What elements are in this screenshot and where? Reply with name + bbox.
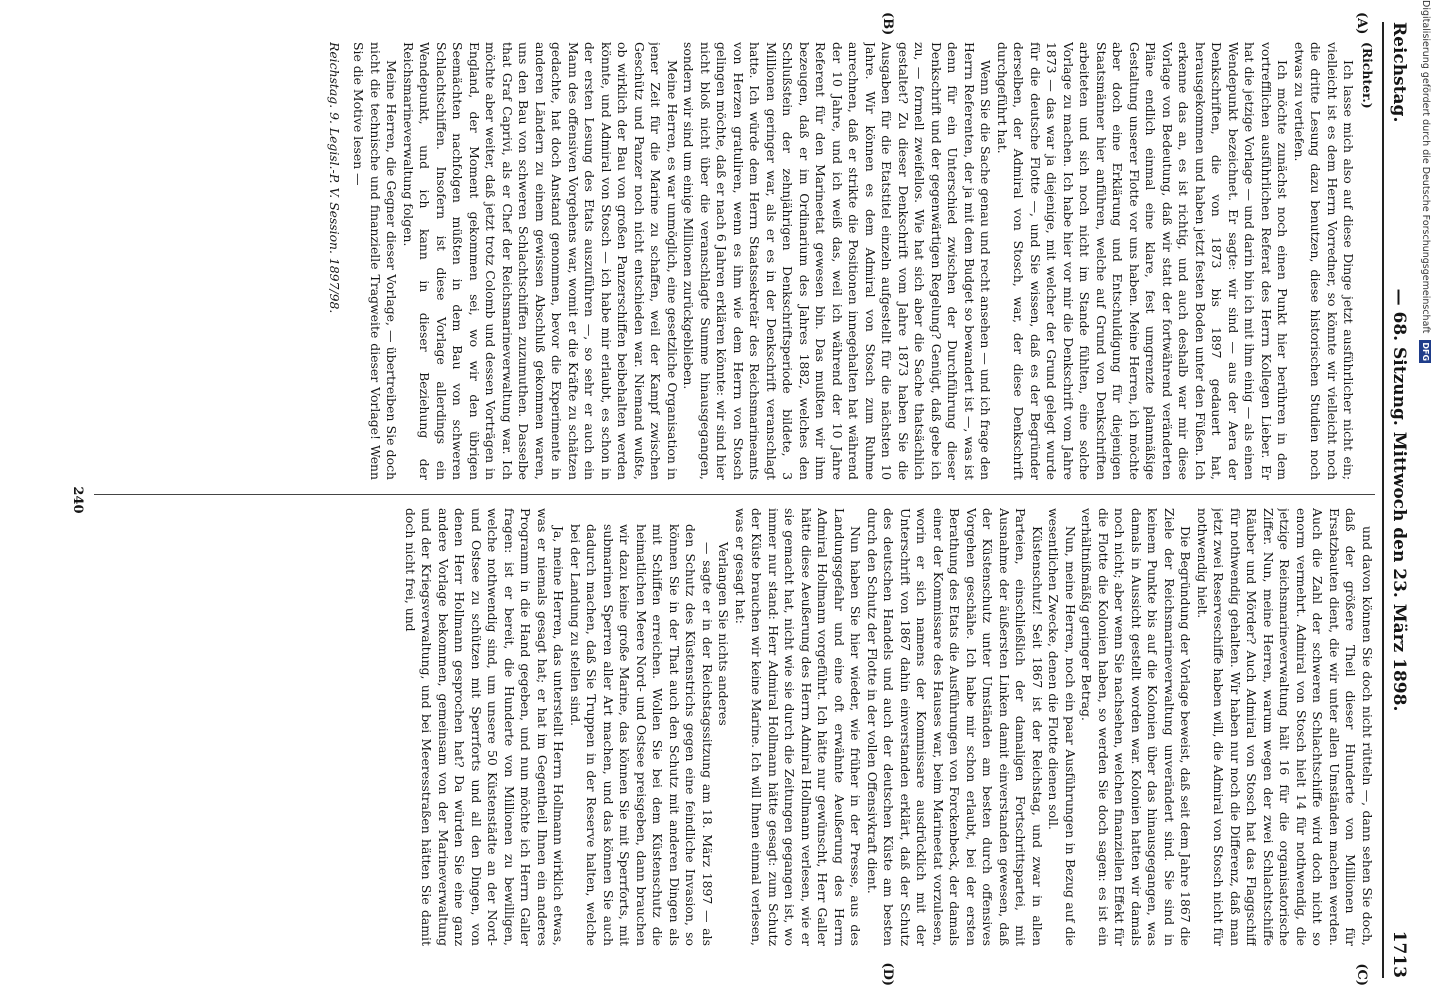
- right-column: [94, 508, 1375, 946]
- left-column: [94, 42, 1375, 480]
- right-paragraph: Küstenschutz! Seit 1867 ist der Reichstag, und zwar in allen Parteien, einschließlich der damaligen Fortschrittspartei, mit Ausnahme der äußersten Linken damit einverstanden gewesen, daß der Küstenschutz unter Umständen am besten durch offensives Vorgehen geschähe. Ich habe mir schon erlaubt, bei der ersten Berathung des Etats die Ausführungen von Forckenbeck, der damals einer der Kommissare des Hauses war, beim Marineetat vorzulesen, worin er sich namens der Kommissare ausdrücklich mit der Unterschrift von 1867 dahin einverstanden erklärt, daß der Schutz des deutschen Handels und auch der deutschen Küste am besten durch den Schutz der Flotte in der vollen Offensivkraft dient.: [865, 508, 1045, 946]
- margin-marker-a: (A): [1354, 12, 1369, 35]
- left-paragraph: Ich möchte zunächst noch einen Punkt hier berühren in dem vortrefflichen ausführlichen Referat des Herrn Kollegen Lieber. Er hat die jetzige Vorlage — und darin bin ich mit ihm einig — als einen Wendepunkt bezeichnet. Er sagte: wir sind — aus der Aera der Denkschriften, die von 1873 bis 1897 gedauert hat, herausgekommen und haben jetzt festen Boden unter den Füßen. Ich erkenne das an, es ist richtig, und auch deshalb war mir diese Vorlage von Bedeutung, daß wir statt der fortwährend veränderten Pläne endlich einmal eine klare, fest umgrenzte planmäßige Gestaltung unserer Flotte vor uns haben. Meine Herren, ich möchte aber doch eine Erklärung und Entschuldigung für diejenigen Staatsmänner hier anführen, welche auf Grund von Denkschriften arbeiteten und sich noch nicht im Stande fühlten, eine solche Vorlage zu machen. Ich habe hier vor mir die Denkschrift vom Jahre 1873 — das war ja diejenige, mit welcher der Grund gelegt wurde für die deutsche Flotte —, und Sie wissen, daß es der Begründer derselben, der Admiral von Stosch, war, der diese Denkschrift durchgeführt hat.: [995, 42, 1291, 480]
- left-paragraph: Meine Herren, die Gegner dieser Vorlage, — übertreiben Sie doch nicht die technische und finanzielle Tragweite dieser Vorlage! Wenn Sie die Motive lesen —: [351, 42, 400, 480]
- header-left: Reichstag.: [1389, 22, 1409, 123]
- left-paragraph: Meine Herren, es war unmöglich, eine gesetzliche Organisation in jener Zeit für die Marine zu schaffen, weil der Kampf zwischen Geschütz und Panzer noch nicht entschieden war. Niemand wußte, ob wirklich der Bau von großen Panzerschiffen beibehalten werden könnte, und Admiral von Stosch — ich habe mir erlaubt, es schon in der ersten Lesung des Etats auszuführen —, so sehr er auch ein Mann des offensiven Vorgehens war, womit er die Kräfte zu schätzen gedachte, hat doch Anstand genommen, bevor die Experimente in anderen Ländern zu einem gewissen Abschluß gekommen waren, uns den Bau von schweren Schlachtschiffen zuzumuthen. Dasselbe that Graf Caprivi, als er Chef der Reichsmarineverwaltung war. Ich möchte aber weiter, daß jetzt trotz Colomb und dessen Vorträgen in England, der Moment gekommen sei, wo wir den übrigen Seemächten nachfolgen müßten in dem Bau von schweren Schlachtschiffen. Insofern ist diese Vorlage allerdings ein Wendepunkt, und ich kann in dieser Beziehung der Reichsmarineverwaltung folgen.: [401, 42, 680, 480]
- margin-marker-c: (C): [1354, 963, 1369, 986]
- right-paragraph: Ja, meine Herren, das unterstellt Herrn Hollmann wirklich etwas, was er niemals gesagt hat; er hat im Gegentheil Ihnen ein anderes Programm in die Hand gegeben, und nun möchte ich Herrn Galler fragen: ist er bereit, die Hunderte von Millionen zu bewilligen, welche nothwendig sind, um unsere 50 Küstenstädte an der Nord- und Ostsee zu schützen mit Sperrforts und all den Dingen, von denen Herr Hollmann gesprochen hat? Da würden Sie eine ganz andere Vorlage bekommen, gemeinsam von der Marineverwaltung und der Kriegsverwaltung, und bei Meeresstraßen hätten Sie damit doch nicht frei, und: [403, 508, 567, 946]
- right-paragraph: Nun, meine Herren, noch ein paar Ausführungen in Bezug auf die wesentlichen Zwecke, denen die Flotte dienen soll.: [1046, 508, 1078, 946]
- left-paragraph: Ich lasse mich also auf diese Dinge jetzt ausführlicher nicht ein; vielleicht ist es dem Herrn Vorredner, so könnte wir vielleicht noch die dritte Lesung dazu benutzen, diese historischen Studien noch etwas zu vertiefen.: [1292, 42, 1357, 480]
- quoted-passage: — sagte er in der Reichstagssitzung am 18. März 1897 — als den Schutz des Küstenstrichs gegen eine feindliche Invasion, so können Sie in der That auch den Schutz mit anderen Dingen als mit Schiffen erreichen. Wollen Sie bei dem Küstenschutz die heimatlichen Meere Nord- und Ostsee preisgeben, dann brauchen wir dazu keine große Marine, das können Sie mit Sperrforts, mit submarinen Sperren aller Art machen, und das können Sie auch dadurch machen, daß Sie Truppen in der Reserve halten, welche bei der Landung zu stellen sind.: [568, 524, 715, 946]
- quote-intro: Verlangen Sie nichts anderes: [716, 542, 732, 726]
- header-center: — 68. Sitzung. Mittwoch den 23. März 1898.: [1389, 288, 1409, 712]
- digitization-footnote: [1418, 0, 1432, 1000]
- rotated-document-page: [60, 0, 1415, 1000]
- margin-marker-b: (B): [880, 12, 895, 36]
- column-divider: [94, 494, 1375, 495]
- footnote-text: Digitalisierung gefördert durch die Deutsche Forschungsgemeinschaft: [1420, 0, 1431, 334]
- right-paragraph: Nun haben Sie hier wieder, wie früher in der Presse, aus des Landungsgefahr und eine oft erwähnte Aeußerung des Herrn Admiral Hollmann vorgeführt. Ich hätte nur gewünscht, Herr Galler hätte diese Aeußerung des Herrn Admiral Hollmann verlesen, wie er sie gemacht hat, nicht wie sie durch die Zeitungen gegangen ist, wo immer nur stand: Herr Admiral Hollmann hätte gesagt: zum Schutz der Küste brauchen wir keine Marine. Ich will Ihnen einmal verlesen, was er gesagt hat:: [733, 508, 864, 946]
- right-paragraph: und davon können Sie doch nicht rütteln —, dann sehen Sie doch, daß der größere Theil dieser Hunderte von Millionen für Ersatzbauten dient, die wir unter allen Umständen machen werden. Auch die Zahl der schweren Schlachtschiffe wird doch nicht so enorm vermehrt. Admiral von Stosch hielt 14 für nothwendig, die jetzige Reichsmarineverwaltung hält 16 für die organisatorische Ziffer. Nun, meine Herren, warum wegen der zwei Schlachtschiffe Räuber und Mörder? Auch Admiral von Stosch hat das Flaggschiff für nothwendig gehalten. Wir haben nur noch die Differenz, daß man jetzt zwei Reserveschiffe haben will, die Admiral von Stosch nicht für nothwendig hielt.: [1195, 508, 1375, 946]
- session-citation: Reichstag. 9. Legisl.-P. V. Session. 1897/98.: [327, 42, 342, 314]
- speaker-name: (Richter.): [1360, 42, 1375, 109]
- header-page-number: 1713: [1389, 930, 1409, 978]
- right-paragraph: Die Begründung der Vorlage beweist, daß seit dem Jahre 1867 die Ziele der Reichsmarineverwaltung unverändert sind. Sie sind in keinem Punkte bis auf die Kolonien über das hinausgegangen, was damals in Aussicht gestellt worden war. Kolonien hatten wir damals noch nicht; aber wenn Sie nachsehen, welchen finanziellen Effekt für die Flotte die Kolonien haben, so werden Sie doch sagen: es ist ein verhältnißmäßig geringer Betrag.: [1079, 508, 1194, 946]
- footer-page-number: 240: [70, 486, 85, 514]
- margin-marker-d: (D): [880, 962, 895, 986]
- header-rule: [1382, 22, 1384, 978]
- left-paragraph: Wenn Sie die Sache genau und recht ansehen — und ich frage den Herrn Referenten, der ja mit dem Budget so bewandert ist —, was ist denn für ein Unterschied zwischen der Durchführung dieser Denkschrift und der gegenwärtigen Regelung? Genügt, daß gebe ich zu, — formell zweifellos. Wie hat sich aber die Sache thatsächlich gestaltet? Zu dieser Denkschrift vom Jahre 1873 haben Sie die Ausgaben für die Etatstitel einzeln aufgestellt für die nächsten 10 Jahre. Wir können es dem Admiral von Stosch zum Ruhme anrechnen, daß er strikte die Positionen innegehalten hat während der 10 Jahre, und ich weiß das, weil ich während der 10 Jahre Referent für den Marineetat gewesen bin. Das mußten wir ihm bezeugen, daß er im Ordinarium des Jahres 1882, welches den Schlußstein der zehnjährigen Denkschriftsperiode bildete, 3 Millionen geringer war, als er es in der Denkschrift veranschlagt hatte. Ich würde dem Herrn Staatssekretär des Reichsmarineamts von Herzen gratuliren, wenn es ihm wie dem Herrn von Stosch gelingen möchte, daß er nach 6 Jahren erklären könnte: wir sind hier nicht bloß nicht über die veranschlagte Summe hinausgegangen, sondern wir sind um einige Millionen zurückgeblieben.: [681, 42, 994, 480]
- dfg-logo-icon: DFG: [1421, 342, 1431, 362]
- page-header: [1385, 22, 1409, 978]
